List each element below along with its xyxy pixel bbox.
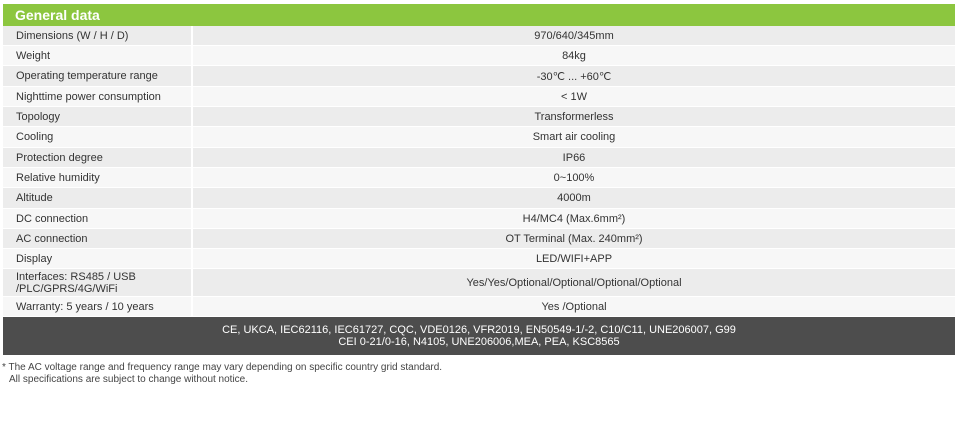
footnote <box>2 362 442 386</box>
spec-label: Warranty: 5 years / 10 years <box>3 297 191 316</box>
spec-label: Dimensions (W / H / D) <box>3 26 191 45</box>
spec-label: Display <box>3 249 191 268</box>
spec-row <box>3 148 955 168</box>
spec-label: Interfaces: RS485 / USB /PLC/GPRS/4G/WiFi <box>3 269 191 296</box>
spec-value: LED/WIFI+APP <box>193 249 955 268</box>
spec-label: Protection degree <box>3 148 191 167</box>
spec-table <box>3 4 955 355</box>
spec-row <box>3 168 955 188</box>
spec-row <box>3 249 955 269</box>
spec-row <box>3 209 955 229</box>
spec-row <box>3 127 955 148</box>
spec-row <box>3 107 955 127</box>
footnote-line-2: All specifications are subject to change without notice. <box>9 374 249 385</box>
certifications-band <box>3 317 955 355</box>
spec-row <box>3 229 955 249</box>
spec-label: AC connection <box>3 229 191 248</box>
certifications-line-2: CEI 0-21/0-16, N4105, UNE206006,MEA, PEA, KSC8565 <box>338 336 620 348</box>
spec-row <box>3 297 955 317</box>
spec-label: Topology <box>3 107 191 126</box>
spec-value: 84kg <box>193 46 955 65</box>
spec-row <box>3 269 955 297</box>
spec-value: Transformerless <box>193 107 955 126</box>
spec-value: 4000m <box>193 188 955 208</box>
spec-row <box>3 66 955 87</box>
spec-value: OT Terminal (Max. 240mm²) <box>193 229 955 248</box>
spec-value: < 1W <box>193 87 955 106</box>
spec-label: Nighttime power consumption <box>3 87 191 106</box>
spec-rows <box>3 26 955 317</box>
spec-label: Cooling <box>3 127 191 147</box>
spec-label: Weight <box>3 46 191 65</box>
spec-row <box>3 46 955 66</box>
spec-value: Yes/Yes/Optional/Optional/Optional/Optional <box>193 269 955 296</box>
spec-value: 970/640/345mm <box>193 26 955 45</box>
footnote-line-1: * The AC voltage range and frequency range may vary depending on specific country grid standard. <box>2 362 443 373</box>
spec-label: DC connection <box>3 209 191 228</box>
spec-row <box>3 26 955 46</box>
certifications-line-1: CE, UKCA, IEC62116, IEC61727, CQC, VDE0126, VFR2019, EN50549-1/-2, C10/C11, UNE206007, G99 <box>222 324 736 336</box>
spec-value: Yes /Optional <box>193 297 955 316</box>
spec-value: -30℃ ... +60℃ <box>193 66 955 86</box>
spec-value: Smart air cooling <box>193 127 955 147</box>
spec-label: Relative humidity <box>3 168 191 187</box>
spec-row <box>3 87 955 107</box>
spec-row <box>3 188 955 209</box>
spec-value: IP66 <box>193 148 955 167</box>
spec-value: H4/MC4 (Max.6mm²) <box>193 209 955 228</box>
spec-label: Operating temperature range <box>3 66 191 86</box>
spec-value: 0~100% <box>193 168 955 187</box>
section-header: General data <box>3 4 955 26</box>
spec-label: Altitude <box>3 188 191 208</box>
